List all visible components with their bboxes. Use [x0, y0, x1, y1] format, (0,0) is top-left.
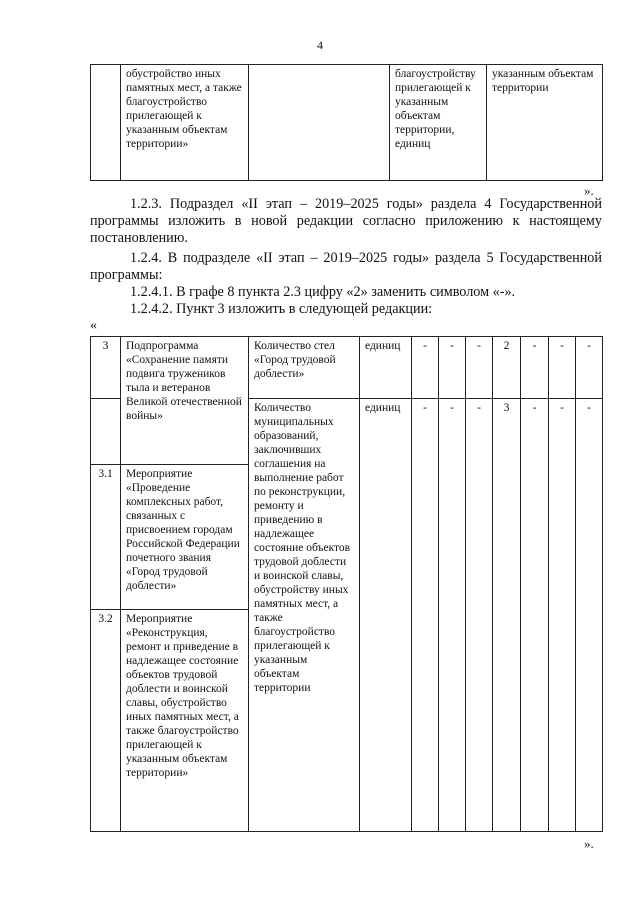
paragraph-1-2-4-1: 1.2.4.1. В графе 8 пункта 2.3 цифру «2» заменить символом «-». — [130, 284, 516, 300]
top-table-cell-indicator: благоустройству прилегающей к указанным объектам территории, единиц — [390, 65, 487, 181]
value-cell: - — [521, 337, 549, 399]
value-cell: - — [439, 337, 466, 399]
indicator-name: Количество стел «Город трудовой доблести» — [249, 337, 360, 399]
subprogram-name: Подпрограмма «Сохранение памяти подвига тружеников тыла и ветеранов Великой отечественной войны» — [121, 337, 249, 465]
row-number: 3.2 — [91, 610, 121, 832]
value-cell: - — [439, 399, 466, 832]
value-cell: - — [576, 399, 603, 832]
measure-name: Мероприятие «Реконструкция, ремонт и приведение в надлежащее состояние объектов трудовой доблести и воинской славы, обустройство иных памятных мест, а также благоустройство прилегающей к указанным объектам территории» — [121, 610, 249, 832]
page-number: 4 — [317, 38, 323, 52]
row-number: 3.1 — [91, 465, 121, 610]
row-number: 3 — [91, 337, 121, 399]
value-cell: - — [576, 337, 603, 399]
value-cell: - — [466, 399, 493, 832]
table-row — [91, 337, 603, 399]
value-cell: - — [412, 337, 439, 399]
main-table — [90, 336, 603, 832]
opening-quote: « — [90, 318, 97, 333]
top-table-cell-tail: указанным объектам территории — [487, 65, 603, 181]
value-cell: - — [412, 399, 439, 832]
value-cell: - — [549, 337, 576, 399]
measure-name: Мероприятие «Проведение комплексных работ, связанных с присвоением городам Российской Федерации почетного звания «Город трудовой доблести» — [121, 465, 249, 610]
closing-quote: ». — [584, 836, 594, 851]
paragraph-1-2-4: 1.2.4. В подразделе «II этап – 2019–2025 годы» раздела 5 Государственной программы: — [90, 250, 602, 283]
top-table-cell-name: обустройство иных памятных мест, а также благоустройство прилегающей к указанным объектам территории» — [121, 65, 249, 181]
top-table — [90, 64, 603, 181]
closing-quote: ». — [584, 183, 594, 198]
value-cell: - — [549, 399, 576, 832]
value-cell: - — [521, 399, 549, 832]
value-cell: - — [466, 337, 493, 399]
top-table-cell-empty — [249, 65, 390, 181]
indicator-name: Количество муниципальных образований, заключивших соглашения на выполнение работ по реконструкции, ремонту и приведению в надлежащее состояние объектов трудовой доблести и воинской славы, обустройству иных памятных мест, а также благоустройство прилегающей к указанным объектам территории — [249, 399, 360, 832]
paragraph-1-2-4-2: 1.2.4.2. Пункт 3 изложить в следующей редакции: — [130, 301, 433, 317]
value-cell: 3 — [493, 399, 521, 832]
row-number-empty — [91, 399, 121, 465]
top-table-cell-num — [91, 65, 121, 181]
unit: единиц — [360, 399, 412, 832]
value-cell: 2 — [493, 337, 521, 399]
unit: единиц — [360, 337, 412, 399]
paragraph-1-2-3: 1.2.3. Подраздел «II этап – 2019–2025 годы» раздела 4 Государственной программы изложить в новой редакции согласно приложению к настоящему постановлению. — [90, 196, 602, 246]
